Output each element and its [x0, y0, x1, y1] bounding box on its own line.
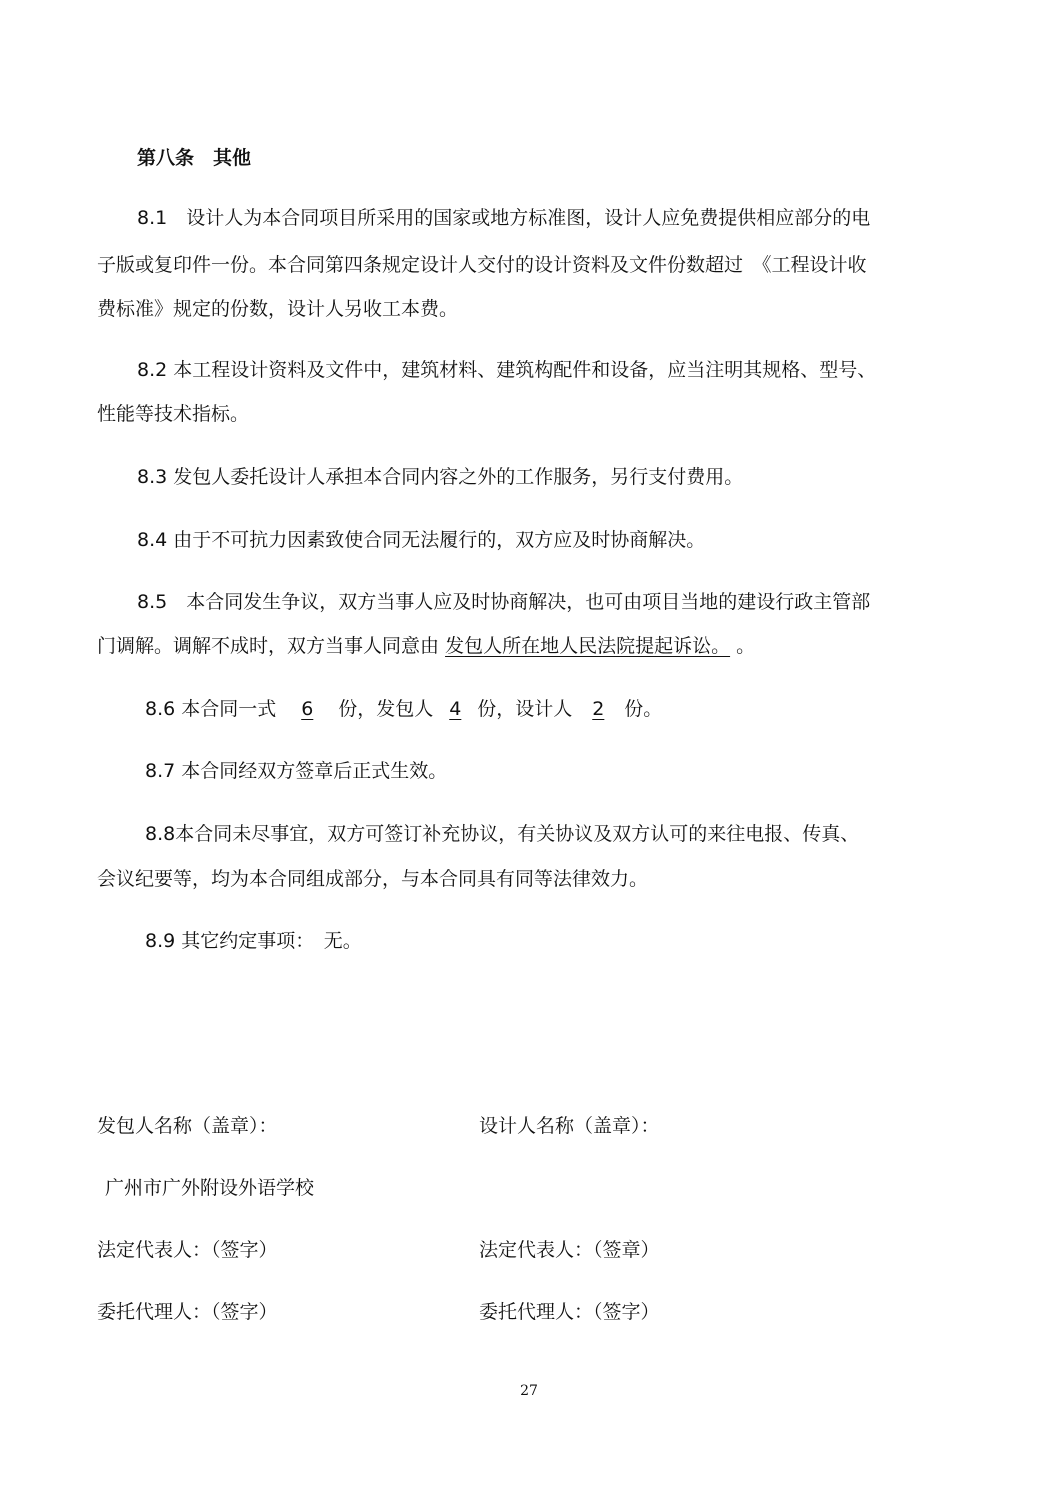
clause-8-1-line-1: 8.1 设计人为本合同项目所采用的国家或地方标准图，设计人应免费提供相应部分的电 — [137, 207, 871, 229]
designer-name-label: 设计人名称（盖章）： — [479, 1115, 660, 1137]
clause-8-6-mid-2: 份，设计人 — [477, 698, 573, 720]
employer-agent: 委托代理人：（签字） — [97, 1301, 278, 1323]
clause-8-5-end: 。 — [736, 635, 756, 657]
copies-employer-field: 4 — [449, 698, 462, 720]
clause-8-8-line-2: 会议纪要等，均为本合同组成部分，与本合同具有同等法律效力。 — [97, 868, 649, 890]
employer-name-label: 发包人名称（盖章）： — [97, 1115, 278, 1137]
clause-8-5-line-1: 8.5 本合同发生争议，双方当事人应及时协商解决，也可由项目当地的建设行政主管部 — [137, 591, 871, 613]
clause-8-8-line-1: 8.8本合同未尽事宜，双方可签订补充协议，有关协议及双方认可的来往电报、传真、 — [145, 823, 860, 845]
clause-8-1-line-2: 子版或复印件一份。本合同第四条规定设计人交付的设计资料及文件份数超过 《工程设计收 — [97, 254, 867, 276]
clause-8-2-line-2: 性能等技术指标。 — [97, 403, 250, 425]
clause-8-3: 8.3 发包人委托设计人承担本合同内容之外的工作服务，另行支付费用。 — [137, 466, 744, 488]
clause-8-4: 8.4 由于不可抗力因素致使合同无法履行的，双方应及时协商解决。 — [137, 529, 706, 551]
clause-8-1-line-3: 费标准》规定的份数，设计人另收工本费。 — [97, 298, 459, 320]
designer-legal-rep: 法定代表人：（签章） — [479, 1239, 660, 1261]
clause-8-2-line-1: 8.2 本工程设计资料及文件中，建筑材料、建筑构配件和设备，应当注明其规格、型号、 — [137, 359, 877, 381]
clause-8-7: 8.7 本合同经双方签章后正式生效。 — [145, 760, 448, 782]
clause-8-6 — [145, 697, 662, 721]
article-heading: 第八条 其他 — [137, 147, 252, 169]
copies-designer-field: 2 — [592, 698, 605, 720]
designer-agent: 委托代理人：（签字） — [479, 1301, 660, 1323]
clause-8-5-line-2 — [97, 634, 755, 658]
clause-8-6-mid-1: 份，发包人 — [338, 698, 434, 720]
clause-8-6-prefix: 8.6 本合同一式 — [145, 698, 277, 720]
employer-legal-rep: 法定代表人：（签字） — [97, 1239, 278, 1261]
page-number: 27 — [520, 1383, 538, 1399]
copies-total-field: 6 — [301, 698, 314, 720]
clause-8-6-suffix: 份。 — [624, 698, 663, 720]
clause-8-9: 8.9 其它约定事项： 无。 — [145, 930, 362, 952]
clause-8-5-text: 门调解。调解不成时，双方当事人同意由 — [97, 635, 440, 657]
court-filled-field: 发包人所在地人民法院提起诉讼。 — [445, 635, 731, 657]
employer-name: 广州市广外附设外语学校 — [105, 1177, 315, 1199]
